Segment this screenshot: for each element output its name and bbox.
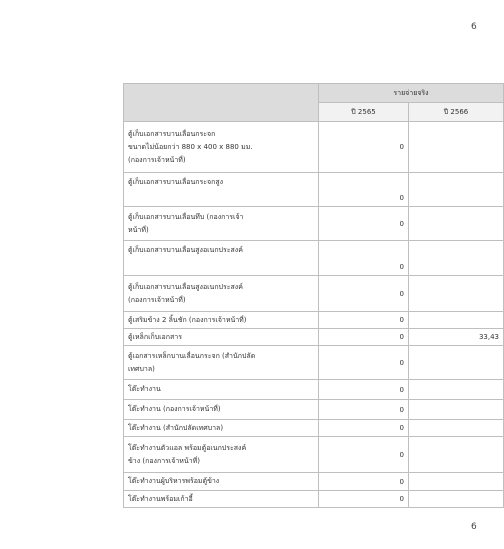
table-row (124, 241, 504, 276)
header-year-2565: ปี 2565 (319, 103, 409, 122)
value-2565: 0 (319, 312, 409, 329)
budget-table (123, 83, 504, 508)
value-2565: 0 (319, 437, 409, 473)
table-row (124, 491, 504, 508)
value-2566 (409, 122, 504, 173)
table-row (124, 380, 504, 400)
table-row (124, 420, 504, 437)
value-2566 (409, 346, 504, 380)
value-2566 (409, 380, 504, 400)
item-description: ตู้เสริมข้าง 2 ลิ้นชัก (กองการเจ้าหน้าที่) (124, 312, 319, 329)
value-2566 (409, 241, 504, 276)
value-2566 (409, 312, 504, 329)
header-actual-expenses: รายจ่ายจริง (319, 84, 504, 103)
value-2566 (409, 491, 504, 508)
table-row (124, 207, 504, 241)
value-2565: 0 (319, 346, 409, 380)
table-body (124, 122, 504, 508)
item-description: โต๊ะทำงานตัวแอล พร้อมตู้อเนกประสงค์ ข้าง (กองการเจ้าหน้าที่) (124, 437, 319, 473)
value-2565: 0 (319, 329, 409, 346)
item-description: ตู้เหล็กเก็บเอกสาร (124, 329, 319, 346)
value-2565: 0 (319, 420, 409, 437)
value-2565: 0 (319, 276, 409, 312)
item-description: ตู้เก็บเอกสารบานเลื่อนสูงอเนกประสงค์ (กองการเจ้าหน้าที่) (124, 276, 319, 312)
value-2566 (409, 276, 504, 312)
page-number-bottom: 6 (471, 522, 477, 532)
item-description: โต๊ะทำงานพร้อมเก้าอี้ (124, 491, 319, 508)
item-description: โต๊ะทำงาน (124, 380, 319, 400)
value-2566 (409, 420, 504, 437)
value-2565: 0 (319, 173, 409, 207)
header-blank-cell (124, 84, 319, 122)
value-2566 (409, 400, 504, 420)
header-year-2566: ปี 2566 (409, 103, 504, 122)
value-2565: 0 (319, 473, 409, 491)
item-description: โต๊ะทำงาน (สำนักปลัดเทศบาล) (124, 420, 319, 437)
value-2565: 0 (319, 207, 409, 241)
item-description: ตู้เก็บเอกสารบานเลื่อนสูงอเนกประสงค์ (124, 241, 319, 276)
value-2565: 0 (319, 400, 409, 420)
item-description: โต๊ะทำงานผู้บริหารพร้อมตู้ข้าง (124, 473, 319, 491)
value-2565: 0 (319, 491, 409, 508)
value-2565: 0 (319, 122, 409, 173)
table-row (124, 122, 504, 173)
value-2566 (409, 207, 504, 241)
table-row (124, 329, 504, 346)
value-2566 (409, 173, 504, 207)
table-row (124, 473, 504, 491)
item-description: ตู้เก็บเอกสารบานเลื่อนกระจกสูง (124, 173, 319, 207)
value-2566: 33,43 (409, 329, 504, 346)
table-row (124, 312, 504, 329)
table-row (124, 437, 504, 473)
item-description: ตู้เก็บเอกสารบานเลื่อนกระจก ขนาดไม่น้อยกว่า 880 x 400 x 880 มม. (กองการเจ้าหน้าที่) (124, 122, 319, 173)
item-description: ตู้เก็บเอกสารบานเลื่อนทึบ (กองการเจ้า หน้าที่) (124, 207, 319, 241)
value-2566 (409, 437, 504, 473)
item-description: โต๊ะทำงาน (กองการเจ้าหน้าที่) (124, 400, 319, 420)
table-row (124, 346, 504, 380)
table-row (124, 400, 504, 420)
item-description: ตู้เอกสารเหล็กบานเลื่อนกระจก (สำนักปลัด เทศบาล) (124, 346, 319, 380)
value-2565: 0 (319, 241, 409, 276)
table-row (124, 276, 504, 312)
page-number-top: 6 (471, 22, 477, 32)
value-2566 (409, 473, 504, 491)
value-2565: 0 (319, 380, 409, 400)
table-row (124, 173, 504, 207)
